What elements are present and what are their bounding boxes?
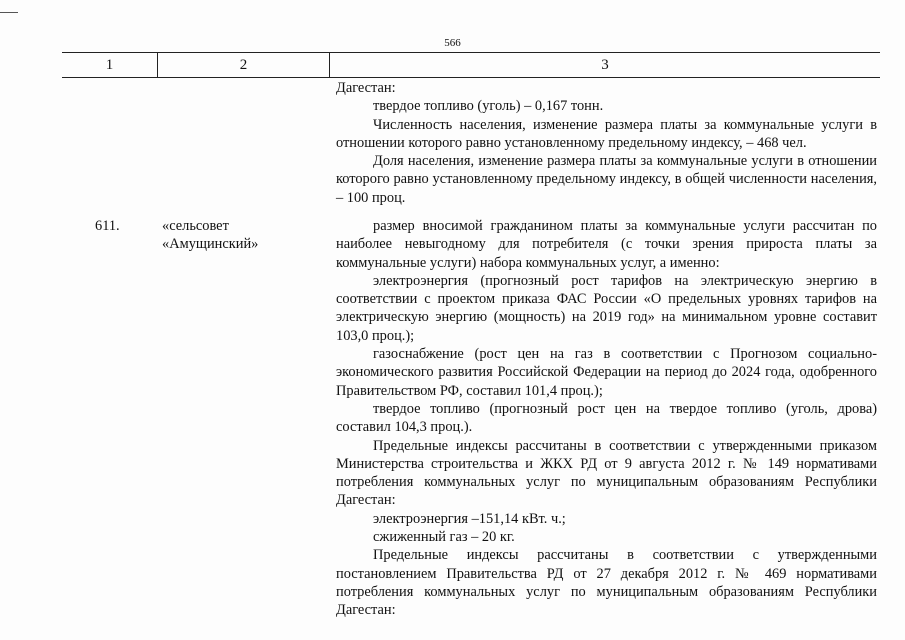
paragraph: размер вносимой гражданином платы за коммунальные услуги рассчитан по наиболее невыгодному для потребителя (с точки зрения прироста платы за коммунальные услуги) набора коммунальных услуг, а именно: [336, 218, 877, 271]
paragraph: Предельные индексы рассчитаны в соответствии с утвержденными приказом Министерства строительства и ЖКХ РД от 9 августа 2012 г. № 149 нормативами потребления коммунальных услуг по муниципальным образованиям Республики Дагестан: [336, 437, 877, 509]
paragraph: твердое топливо (уголь) – 0,167 тонн. [373, 98, 604, 115]
paragraph: электроэнергия –151,14 кВт. ч.; [373, 510, 566, 527]
page-number: 566 [444, 37, 461, 49]
municipality-name-line: «сельсовет [162, 218, 229, 234]
header-col-3: 3 [601, 56, 609, 73]
paragraph: Дагестан: [336, 80, 396, 96]
paragraph: газоснабжение (рост цен на газ в соответствии с Прогнозом социально-экономического развития Российской Федерации на период до 2024 года, одобренного Правительством РФ, составил 101,4 проц.); [336, 346, 877, 399]
paragraph: Доля населения, изменение размера платы за коммунальные услуги в отношении которого равно установленному предельному индексу, в общей численности населения, – 100 проц. [336, 153, 877, 206]
table-header [62, 52, 880, 78]
continued-text-block [336, 79, 877, 207]
paragraph: твердое топливо (прогнозный рост цен на твердое топливо (уголь, дрова) составил 104,3 проц.). [336, 400, 877, 436]
header-col-2: 2 [158, 53, 330, 77]
paragraph: электроэнергия (прогнозный рост тарифов на электрическую энергию в соответствии с проектом приказа ФАС России «О предельных уровнях тарифов на электрическую энергию (мощность) на 2019 год» на минимальном уровне составит 103,0 проц.); [336, 272, 877, 344]
row-text-block [336, 217, 877, 620]
row-number: 611. [95, 218, 120, 234]
paragraph: Предельные индексы рассчитаны в соответствии с утвержденными постановлением Правительства РД от 27 декабря 2012 г. № 469 нормативами потребления коммунальных услуг по муниципальным образованиям Республики Дагестан: [336, 547, 877, 619]
paragraph: Численность населения, изменение размера платы за коммунальные услуги в отношении которого равно установленному предельному индексу, – 468 чел. [336, 116, 877, 151]
scan-corner-mark [0, 0, 18, 13]
paragraph: сжиженный газ – 20 кг. [373, 529, 515, 546]
header-col-1: 1 [62, 53, 158, 77]
municipality-name [162, 217, 258, 254]
municipality-name-line: «Амущинский» [162, 236, 259, 253]
